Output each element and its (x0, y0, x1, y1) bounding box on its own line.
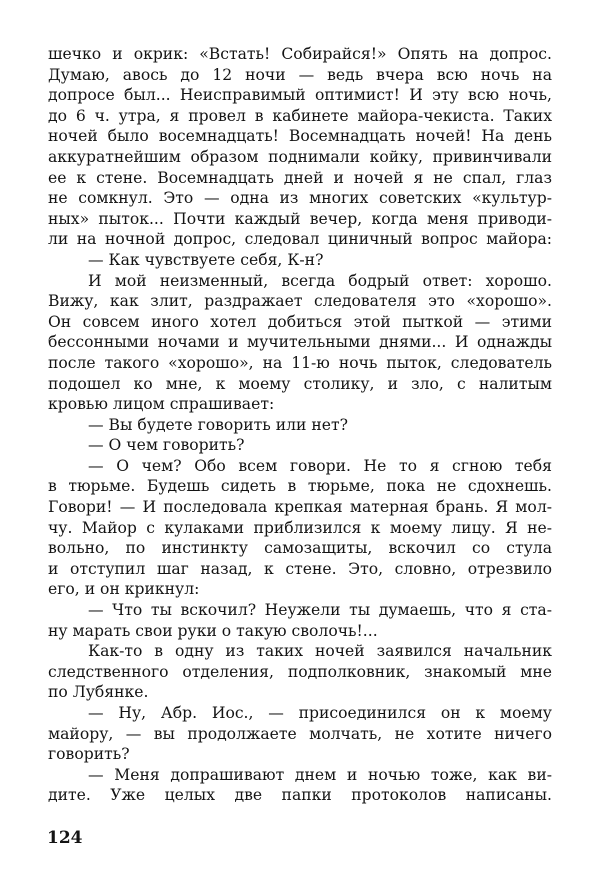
text-line: следственного отделения, подполковник, знакомый мне (48, 662, 552, 681)
text-line: не сомкнул. Это — одна из многих советских «культур- (48, 189, 552, 208)
text-line: ли на ночной допрос, следовал циничный вопрос майора: (48, 230, 552, 249)
text-line: — Что ты вскочил? Неужели ты думаешь, что я ста- (88, 601, 552, 620)
text-line: до 6 ч. утра, я провел в кабинете майора-чекиста. Таких (48, 106, 552, 125)
text-line: — О чем говорить? (88, 436, 245, 455)
text-line: и отступил шаг назад, к стене. Это, словно, отрезвило (48, 559, 552, 578)
text-line: — Вы будете говорить или нет? (88, 415, 349, 434)
text-line: ных» пыток... Почти каждый вечер, когда меня приводи- (48, 209, 552, 228)
text-line: Думаю, авось до 12 ночи — ведь вчера всю ночь на (48, 65, 552, 84)
text-line: аккуратнейшим образом поднимали койку, привинчивали (48, 147, 552, 166)
text-line: после такого «хорошо», на 11-ю ночь пыток, следователь (48, 353, 552, 372)
text-line: ее к стене. Восемнадцать дней и ночей я не спал, глаз (48, 168, 552, 187)
body-text (48, 44, 552, 806)
text-line: дите. Уже целых две папки протоколов написаны. (48, 786, 552, 805)
text-line: кровью лицом спрашивает: (48, 395, 275, 414)
text-line: допросе был... Неисправимый оптимист! И эту всю ночь, (48, 86, 552, 105)
text-line: Он совсем иного хотел добиться этой пыткой — этими (48, 312, 552, 331)
text-line: — Как чувствуете себя, К-н? (88, 250, 324, 269)
text-line: бессонными ночами и мучительными днями... И однажды (48, 333, 552, 352)
text-line: И мой неизменный, всегда бодрый ответ: хорошо. (88, 271, 552, 290)
text-line: — Ну, Абр. Иос., — присоединился он к моему (88, 704, 552, 722)
text-line: — О чем? Обо всем говори. Не то я сгною тебя (88, 456, 552, 475)
text-line: Вижу, как злит, раздражает следователя это «хорошо». (48, 292, 552, 311)
text-line: по Лубянке. (48, 683, 149, 702)
text-line: майору, — вы продолжаете молчать, не хотите ничего (48, 724, 552, 743)
text-line: ночей было восемнадцать! Восемнадцать ночей! На день (48, 127, 552, 146)
page-number: 124 (47, 828, 83, 848)
text-line: вольно, по инстинкту самозащиты, вскочил со стула (48, 539, 552, 558)
text-line: Говори! — И последовала крепкая матерная брань. Я мол- (48, 498, 552, 517)
text-line: шечко и окрик: «Встать! Собирайся!» Опять на допрос. (48, 45, 552, 63)
text-line: ну марать свои руки о такую сволочь!... (48, 621, 378, 640)
text-line: в тюрьме. Будешь сидеть в тюрьме, пока не сдохнешь. (48, 477, 552, 496)
text-line: — Меня допрашивают днем и ночью тоже, как ви- (88, 765, 552, 784)
text-line: его, и он крикнул: (48, 580, 200, 599)
text-line: Как-то в одну из таких ночей заявился начальник (88, 642, 552, 661)
text-line: говорить? (48, 745, 130, 764)
text-line: подошел ко мне, к моему столику, и зло, с налитым (48, 374, 552, 393)
text-line: чу. Майор с кулаками приблизился к моему лицу. Я не- (48, 518, 552, 537)
